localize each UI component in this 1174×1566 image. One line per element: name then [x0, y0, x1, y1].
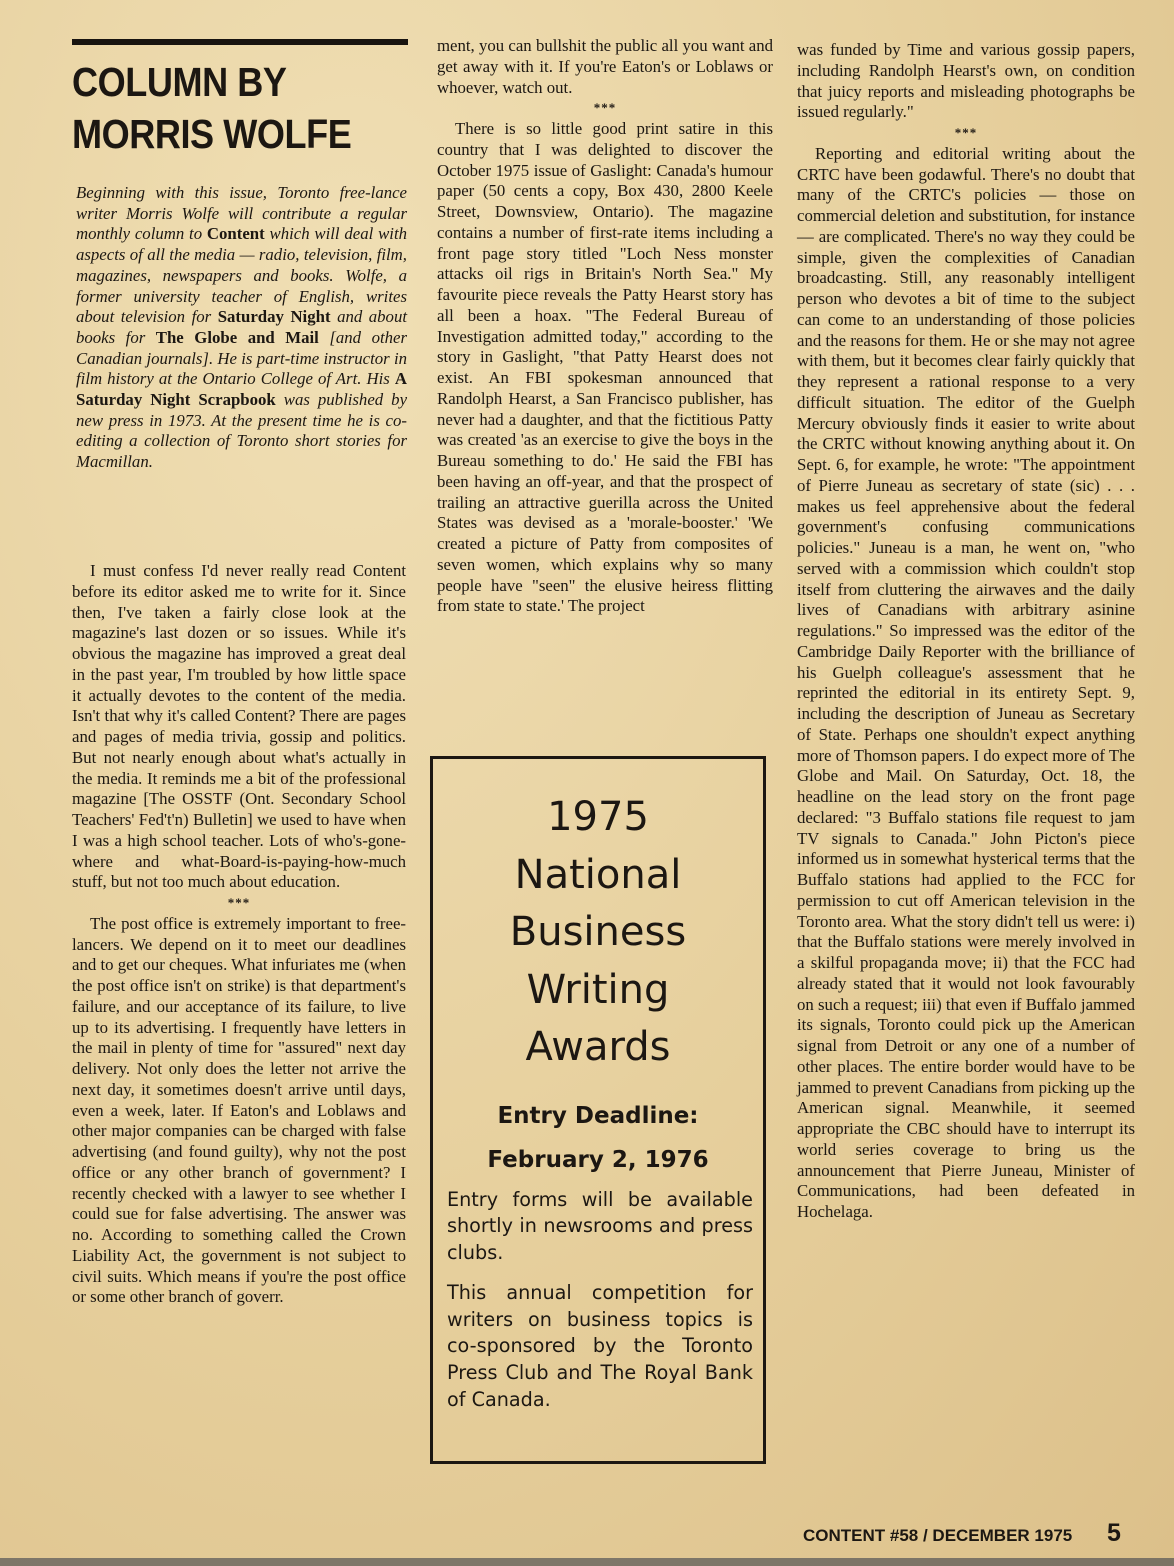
intro-bold: Content [206, 224, 265, 244]
intro-bold: A Saturday Night Scrapbook [76, 369, 407, 410]
column-2 [437, 36, 773, 617]
column-1-paragraph-2: The post office is extremely important to free-lancers. We depend on it to meet our deadlines and to get our cheques. What infuriates me (when the post office isn't on strike) is that department's failure, and our acceptance of its failure, to live up to its advertising. I frequently have letters in the mail in plenty of time for "assured" next day delivery. Not only does the letter not arrive the next day, it sometimes doesn't arrive until days, even a week, later. If Eaton's and Loblaws and other major companies can be charged with false advertising (and found guilty), why not the post office or any other branch of government? I recently checked with a lawyer to see whether I could sue for false advertising. The answer was no. According to something called the Crown Liability Act, the government is not subject to civil suits. Which means if you're the post office or some other branch of goverr. [72, 913, 406, 1307]
ad-deadline-label: Entry Deadline: [497, 1102, 699, 1129]
ad-title-line: Awards [525, 1024, 671, 1070]
intro-bold: The Globe and Mail [155, 327, 319, 347]
column-1-paragraph-1: I must confess I'd never really read Content before its editor asked me to write for it. Since then, I've taken a fairly close look at the magazine's last dozen or so issues. While it's obvious the magazine has improved a great deal in the past year, I'm troubled by how little space it actually devotes to the content of the media. Isn't that why it's called Content? There are pages and pages of media trivia, gossip and politics. But not nearly enough about what's actually in the media. It reminds me a bit of the professional magazine [The OSSTF (Ont. Secondary School Teachers' Fed't'n) Bulletin] we used to have when I was a high school teacher. Lots of who's-gone-where and what-Board-is-paying-how-much stuff, but not too much about education. [72, 561, 406, 892]
awards-advertisement [430, 756, 766, 1464]
intro-text: and about books for [76, 307, 408, 347]
ad-sponsor-text: This annual competition for writers on business topics is co-sponsored by the Toronto Press Club and The Royal Bank of Canada. [447, 1281, 753, 1411]
column-2-paragraph-1: ment, you can bullshit the public all you want and get away with it. If you're Eaton's or Loblaws or whoever, watch out. [437, 36, 773, 97]
page-number: 5 [1107, 1519, 1121, 1547]
intro-bold: Saturday Night [217, 307, 331, 327]
intro-text: which will deal with aspects of all the media — radio, television, film, magazines, newspapers and books. Wolfe, a former university teacher of English, writes about television for [76, 224, 407, 327]
column-3 [797, 40, 1135, 1223]
column-1 [72, 561, 406, 1308]
intro-text: [and other Canadian journals]. He is part-time instructor in film history at the Ontario College of Art. His [76, 327, 407, 389]
column-3-paragraph-2: Reporting and editorial writing about the CRTC have been godawful. There's no doubt that many of the CRTC's policies — those on commercial deletion and substitution, for instance — are complicated. There's no way they could be simple, given the complexities of Canadian broadcasting. Still, any reasonably intelligent person who devotes a bit of time to the subject can come to an understanding of those policies and the reasons for them. He or she may not agree with them, but it becomes clear fairly quickly that they represent a rational response to a very difficult situation. The editor of the Guelph Mercury obviously finds it easier to write about the CRTC without knowing anything about it. On Sept. 6, for example, he wrote: "The appointment of Pierre Juneau as secretary of state (sic) . . . makes us feel apprehensive about the federal government's confusing communications policies." Juneau is a man, he went on, "who served with a commission which couldn't stop itself from cluttering the airwaves and the daily lives of Canadians with arbitrary asinine regulations." So impressed was the editor of the Cambridge Daily Reporter with the brilliance of his Guelph colleague's assessment that he reprinted the editorial in its entirety Sept. 9, including the description of Juneau as Secretary of State. Perhaps one shouldn't expect anything more of Thomson papers. I do expect more of The Globe and Mail. On Saturday, Oct. 18, the headline on the lead story on the front page declared: "3 Buffalo stations file request to jam TV signals to Canada." John Picton's piece informed us in somewhat hysterical terms that the Buffalo stations had applied to the FCC for permission to cut off American television in the Toronto area. What the story didn't tell us were: i) that the Buffalo stations were merely involved in a skilful propaganda move; ii) that the FCC had already stated that it would not look favourably on such a request; iii) that even if Buffalo jammed its signals, Toronto could pick up the American signal from Detroit or any one of a number of other places. The entire border would have to be jammed to prevent Canadians from picking up the American signal. Meanwhile, it seemed appropriate the CBC should have to interrupt its world series coverage to bring us the announcement that Pierre Juneau, Minister of Communications, had been defeated in Hochelaga. [797, 143, 1135, 1221]
editor-intro [76, 183, 407, 473]
ad-deadline-date: February 2, 1976 [487, 1146, 709, 1173]
intro-text: was published by new press in 1973. At the present time he is co-editing a collection of Toronto short stories for Macmillan. [76, 390, 408, 472]
section-separator: *** [954, 125, 978, 140]
ad-title-line: Business [509, 909, 687, 955]
headline-rule [72, 39, 408, 45]
intro-text: Beginning with this issue, Toronto free-lance writer Morris Wolfe will contribute a regular monthly column to [76, 183, 407, 244]
ad-year: 1975 [547, 794, 649, 840]
headline-line-1: COLUMN BY [72, 59, 287, 105]
page-edge-shadow [0, 1558, 1174, 1566]
column-3-paragraph-1: was funded by Time and various gossip papers, including Randolph Hearst's own, on condition that juicy reports and misleading photographs be issued regularly." [797, 40, 1135, 122]
column-headline [72, 56, 371, 160]
column-2-paragraph-2: There is so little good print satire in this country that I was delighted to discover the October 1975 issue of Gaslight: Canada's humour paper (50 cents a copy, Box 430, 2800 Keele Street, Downsview, Ontario). The magazine contains a number of first-rate items including a front page story titled "Loch Ness monster attacks oil rigs in Britain's North Sea." My favourite piece reveals the Patty Hearst story has all been a hoax. "The Federal Bureau of Investigation admitted today," according to the story in Gaslight, "that Patty Hearst does not exist. An FBI spokesman announced that Randolph Hearst, a San Francisco publisher, has never had a daughter, and that the fictitious Patty was created 'as an exercise to give the boys in the Bureau something to do.' He said the FBI has been having an off-year, and that the prospect of trailing an attractive guerilla across the United States was devised as a 'morale-booster.' 'We created a picture of Patty from composites of seven women, which explains why so many people have "seen" the elusive heiress flitting from state to state.' The project [437, 119, 773, 616]
ad-title-line: Writing [526, 966, 670, 1013]
issue-footer: CONTENT #58 / DECEMBER 1975 [803, 1526, 1073, 1545]
headline-line-2: MORRIS WOLFE [72, 111, 352, 157]
section-separator: *** [227, 895, 251, 910]
ad-entry-forms-text: Entry forms will be available shortly in newsrooms and press clubs. [447, 1187, 753, 1264]
section-separator: *** [593, 100, 617, 116]
ad-title-line: National [514, 851, 682, 898]
